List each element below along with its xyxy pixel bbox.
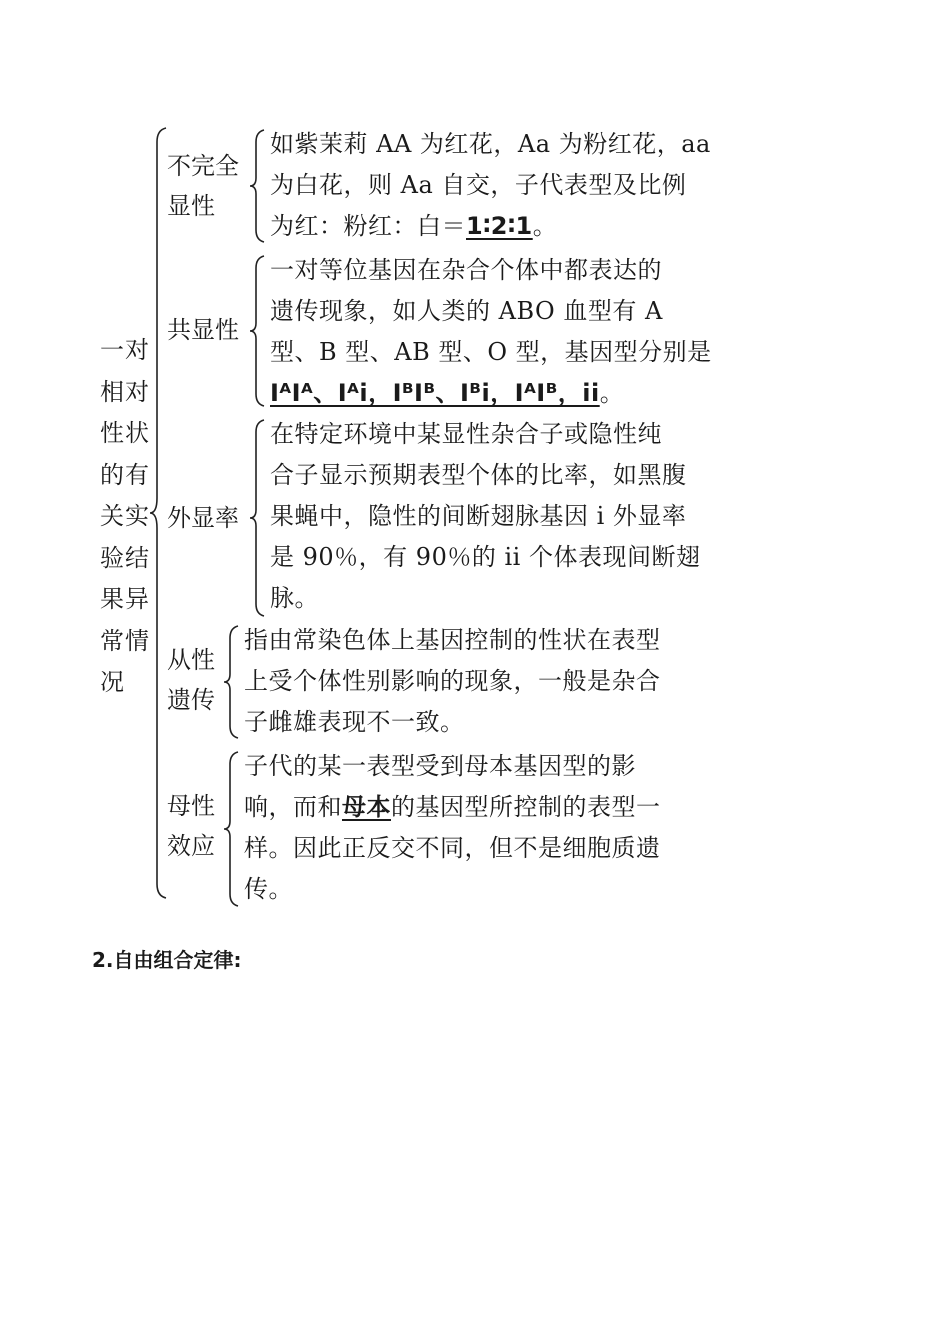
text-line: 上受个体性别影响的现象，一般是杂合 — [244, 667, 661, 695]
text-line: 子雌雄表现不一致。 — [244, 708, 465, 736]
text-line: 是 90％，有 90％的 ii 个体表现间断翅 — [270, 543, 701, 571]
category-penetrance — [167, 498, 239, 538]
category-line: 共显性 — [167, 316, 239, 344]
ratio-answer: 1∶2∶1 — [466, 212, 533, 240]
text-line: 子代的某一表型受到母本基因型的影 — [244, 752, 636, 780]
brace-penetrance — [250, 420, 268, 616]
category-line: 母性 — [167, 792, 215, 820]
category-sex-influenced — [167, 640, 215, 720]
category-line: 从性 — [167, 646, 215, 674]
genotype-suffix: 。 — [599, 379, 625, 407]
category-line: 不完全 — [167, 152, 239, 180]
brace-maternal-effect — [224, 752, 242, 906]
section-heading: 2.自由组合定律: — [92, 948, 242, 972]
maternal-answer-line — [244, 793, 661, 821]
text-line: 果蝇中，隐性的间断翅脉基因 i 外显率 — [270, 502, 687, 530]
topic-line: 性状 — [100, 419, 150, 447]
ratio-line — [270, 212, 557, 240]
topic-line: 的有 — [100, 460, 150, 489]
ratio-suffix: 。 — [532, 212, 558, 240]
genotype-line — [270, 379, 624, 407]
text-line: 遗传现象，如人类的 ABO 血型有 A — [270, 297, 663, 325]
maternal-answer: 母本 — [342, 793, 391, 821]
text-line: 如紫茉莉 AA 为红花，Aa 为粉红花，aa — [270, 130, 711, 158]
topic-line: 果异 — [100, 585, 150, 613]
text-line: 传。 — [244, 875, 293, 903]
text-line: 合子显示预期表型个体的比率，如黑腹 — [270, 461, 687, 489]
text-fragment: 响，而和 — [244, 793, 342, 821]
topic-line: 验结 — [100, 543, 150, 572]
topic-line: 相对 — [100, 377, 150, 406]
category-line: 外显率 — [167, 504, 239, 532]
text-fragment: 的基因型所控制的表型一 — [391, 793, 661, 821]
category-maternal-effect — [167, 786, 215, 866]
brace-sex-influenced — [224, 626, 242, 738]
category-line: 效应 — [167, 832, 215, 860]
topic-line: 况 — [100, 668, 125, 696]
ratio-prefix: 为红：粉红：白＝ — [270, 212, 466, 240]
text-line: 指由常染色体上基因控制的性状在表型 — [244, 626, 661, 654]
text-line: 为白花，则 Aa 自交，子代表型及比例 — [270, 171, 687, 199]
category-line: 遗传 — [167, 686, 215, 714]
topic-line: 一对 — [100, 336, 150, 364]
topic-line: 常情 — [100, 626, 150, 655]
brace-codominance — [250, 256, 268, 406]
text-line: 脉。 — [270, 584, 319, 612]
topic-line: 关实 — [100, 502, 150, 530]
text-line: 在特定环境中某显性杂合子或隐性纯 — [270, 420, 662, 448]
category-line: 显性 — [167, 192, 215, 220]
text-line: 一对等位基因在杂合个体中都表达的 — [270, 256, 662, 284]
category-incomplete-dominance — [167, 146, 239, 226]
genotype-answer: IᴬIᴬ、Iᴬi，IᴮIᴮ、Iᴮi，IᴬIᴮ，ii — [270, 379, 600, 407]
brace-incomplete-dominance — [250, 130, 268, 242]
category-codominance — [167, 310, 239, 350]
text-line: 样。因此正反交不同，但不是细胞质遗 — [244, 834, 661, 862]
text-line: 型、B 型、AB 型、O 型，基因型分别是 — [270, 338, 712, 366]
main-topic — [100, 330, 156, 704]
